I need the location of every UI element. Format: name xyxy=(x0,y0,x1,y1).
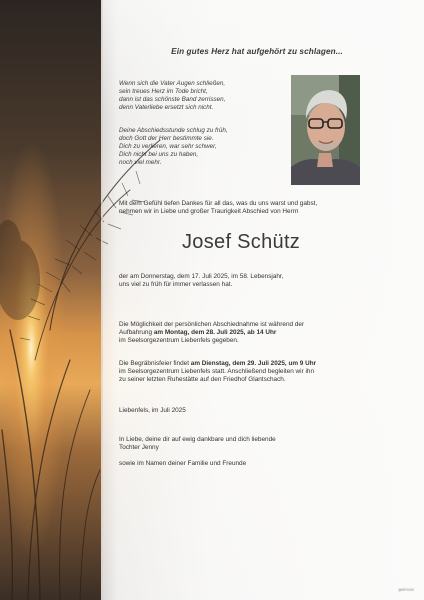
funeral-prefix: Die Begräbnisfeier findet xyxy=(119,360,191,367)
deceased-name: Josef Schütz xyxy=(182,231,301,253)
funeral-text xyxy=(119,360,316,385)
poem-stanza-1 xyxy=(119,80,289,112)
viewing-prefix: Aufbahrung xyxy=(119,329,154,337)
poem-line: doch Gott der Herr bestimmte sie. xyxy=(119,135,214,143)
poem-line: Deine Abschiedsstunde schlug zu früh, xyxy=(119,127,228,134)
poem-line: noch viel mehr. xyxy=(119,159,162,167)
funeral-date: am Dienstag, dem 29. Juli 2025, um 9 Uhr xyxy=(190,360,317,367)
closing-line: Tochter Jenny xyxy=(119,444,159,452)
intro-line: Mit dem Gefühl tiefen Dankes für all das, was du uns warst und gabst, xyxy=(119,200,318,207)
intro-line: nehmen wir in Liebe und großer Traurigkeit Abschied von Herrn xyxy=(119,208,299,216)
death-text xyxy=(119,273,283,289)
place-date: Liebenfels, im Juli 2025 xyxy=(119,407,186,414)
poem-line: Dich zu verlieren, war sehr schwer, xyxy=(119,143,217,151)
headline: Ein gutes Herz hat aufgehört zu schlagen... xyxy=(171,47,343,56)
funeral-line: im Seelsorgezentrum Liebenfels statt. Anschließend begleiten wir ihn xyxy=(119,368,315,376)
poem-line: dann ist das schönste Band zerrissen, xyxy=(119,96,226,104)
funeral-line: zu seiner letzten Ruhestätte auf den Friedhof Glantschach. xyxy=(119,376,286,384)
portrait-photo xyxy=(291,75,360,185)
death-line: der am Donnerstag, dem 17. Juli 2025, im 58. Lebensjahr, xyxy=(119,273,284,280)
viewing-line xyxy=(119,329,304,337)
closing-line: In Liebe, deine dir auf ewig dankbare und dich liebende xyxy=(119,436,276,443)
viewing-date: am Montag, dem 28. Juli 2025, ab 14 Uhr xyxy=(153,329,277,337)
closing-text xyxy=(119,436,276,452)
funeral-line xyxy=(119,360,316,368)
death-line: uns viel zu früh für immer verlassen hat. xyxy=(119,281,233,289)
print-code: @BF/0/00 xyxy=(398,588,414,592)
poem-stanza-2 xyxy=(119,127,289,167)
poem-line: denn Vaterliebe ersetzt sich nicht. xyxy=(119,104,214,112)
poem-line: Dich nicht bei uns zu haben, xyxy=(119,151,199,159)
portrait-image xyxy=(291,75,360,185)
viewing-line: im Seelsorgezentrum Liebenfels gegeben. xyxy=(119,337,239,345)
poem-line: sein treues Herz im Tode bricht, xyxy=(119,88,208,96)
viewing-line: Die Möglichkeit der persönlichen Abschiednahme ist während der xyxy=(119,321,305,328)
intro-text xyxy=(119,200,317,216)
viewing-text xyxy=(119,321,304,346)
family-text: sowie im Namen deiner Familie und Freunde xyxy=(119,460,247,467)
poem-line: Wenn sich die Vater Augen schließen, xyxy=(119,80,226,87)
